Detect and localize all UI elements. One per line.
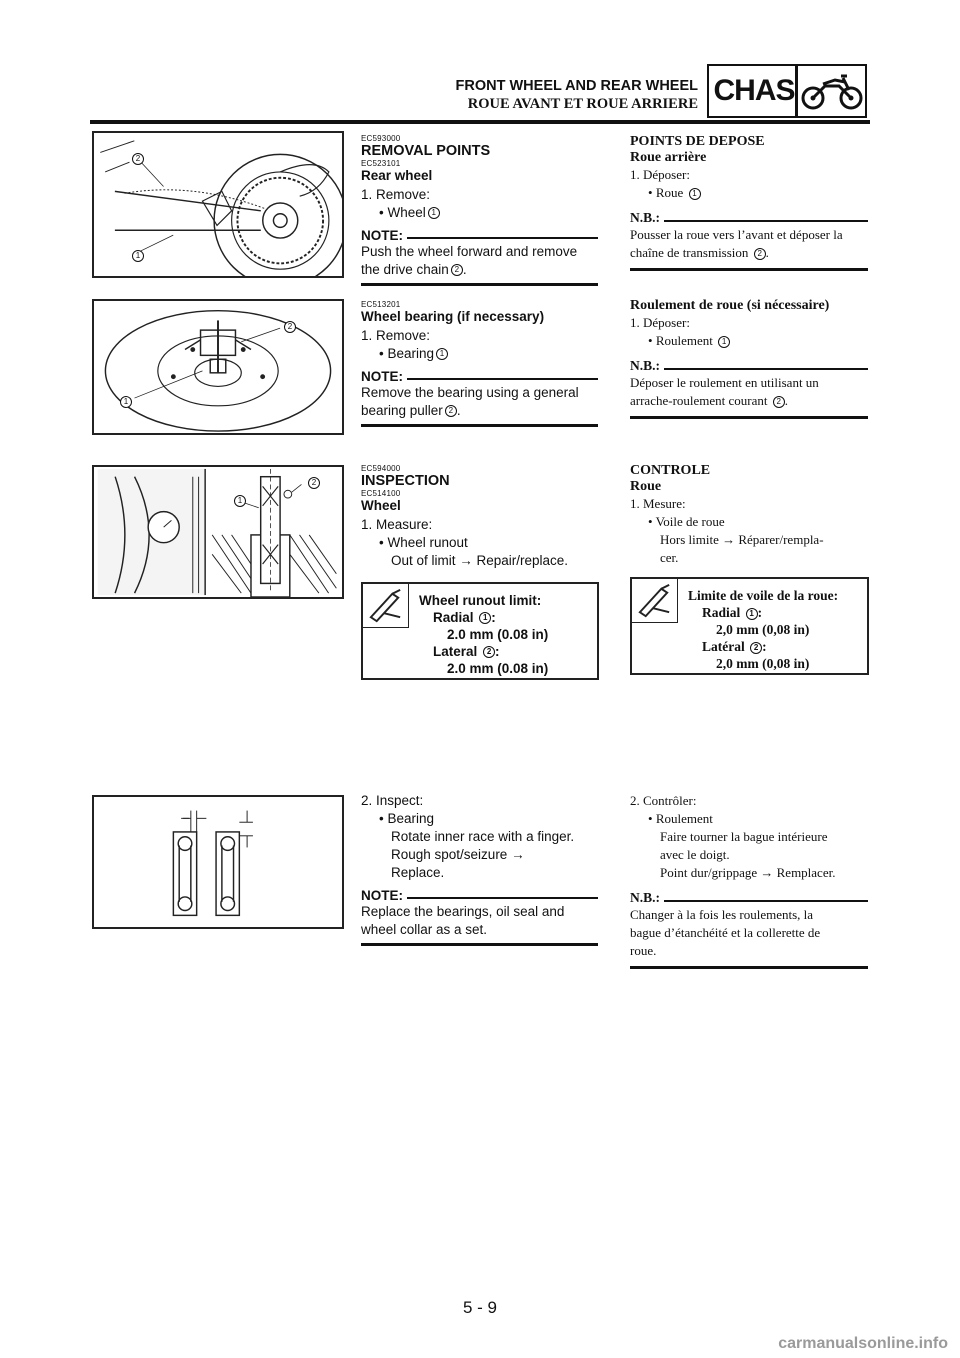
section-bearing-inspect-en: 2. Inspect: • Bearing Rotate inner race with a finger. Rough spot/seizure → Replace. NOTE: Replace the bearings, oil seal and wheel collar as a set.	[361, 792, 598, 946]
callout-1: 1	[234, 495, 246, 507]
subheading: Roue	[630, 479, 662, 494]
figure-bearing-removal	[92, 299, 344, 435]
step-detail: Hors limite → Réparer/rempla-	[660, 532, 824, 547]
step-detail: cer.	[660, 550, 679, 565]
section-badge	[707, 64, 867, 118]
section-bearing-removal-fr: Roulement de roue (si nécessaire) 1. Déposer: • Roulement 1 N.B.: Déposer le roulement en utilisant un arrache-roulement courant 2 .	[630, 298, 868, 419]
spec-value: 2.0 mm (0.08 in)	[447, 627, 549, 642]
note: N.B.:	[630, 358, 868, 374]
note-text: Pousser la roue vers l’avant et déposer la	[630, 227, 843, 242]
spec-value: 2,0 mm (0,08 in)	[716, 656, 810, 671]
step-detail: Replace.	[391, 865, 445, 880]
step: 1. Remove:	[361, 187, 431, 202]
note: N.B.:	[630, 890, 868, 906]
note: NOTE:	[361, 228, 598, 243]
spec-title: Wheel runout limit:	[419, 593, 542, 608]
step-detail: Faire tourner la bague intérieure	[660, 829, 828, 844]
bearing-cross-section-illustration	[94, 797, 342, 927]
step-item: Roue	[655, 185, 684, 200]
spec-label: Latéral	[702, 639, 745, 654]
callout-1: 1	[132, 250, 144, 262]
step: 1. Remove:	[361, 328, 431, 343]
runout-measurement-illustration	[94, 467, 342, 597]
figure-rear-wheel	[92, 131, 344, 278]
step-item: Wheel	[387, 205, 426, 220]
callout-1: 1	[120, 396, 132, 408]
step: 1. Déposer:	[630, 167, 690, 182]
note-text: bearing puller	[361, 403, 443, 418]
step-item: Wheel runout	[387, 535, 468, 550]
spec-label: Radial	[702, 605, 741, 620]
spec-label: Radial	[433, 610, 474, 625]
note-text: chaîne de transmission	[630, 245, 749, 260]
bearing-puller-illustration	[94, 301, 342, 433]
section-code: CHAS	[713, 74, 795, 107]
subheading: Roulement de roue (si nécessaire)	[630, 298, 830, 313]
section-end-rule	[361, 943, 598, 946]
note-text: wheel collar as a set.	[361, 922, 488, 937]
callout-1: 1	[436, 348, 448, 360]
section-heading: POINTS DE DEPOSE	[630, 134, 765, 149]
note: NOTE:	[361, 888, 598, 903]
step-detail: Point dur/grippage → Remplacer.	[660, 865, 836, 880]
spec-value: 2,0 mm (0,08 in)	[716, 622, 810, 637]
step-detail: Out of limit → Repair/replace.	[391, 553, 569, 568]
section-inspection-fr: CONTROLE Roue 1. Mesure: • Voile de roue Hors limite → Réparer/rempla- cer.	[630, 463, 868, 567]
step-detail: Rough spot/seizure →	[391, 847, 525, 862]
code-ref: EC514100	[361, 489, 401, 498]
header-title-en: FRONT WHEEL AND REAR WHEEL	[455, 78, 698, 94]
note-text: arrache-roulement courant	[630, 393, 768, 408]
step: 1. Measure:	[361, 517, 433, 532]
step: 1. Déposer:	[630, 315, 690, 330]
section-end-rule	[630, 966, 868, 969]
step-detail: Rotate inner race with a finger.	[391, 829, 575, 844]
step-item: Roulement	[655, 333, 713, 348]
callout-2: 2	[451, 264, 463, 276]
watermark[interactable]: carmanualsonline.info	[778, 1335, 948, 1352]
subheading: Wheel	[361, 498, 401, 513]
section-heading: REMOVAL POINTS	[361, 143, 491, 159]
section-heading: CONTROLE	[630, 463, 711, 478]
step-detail: avec le doigt.	[660, 847, 730, 862]
spec-value: 2.0 mm (0.08 in)	[447, 661, 549, 676]
code-ref: EC513201	[361, 300, 401, 309]
note: N.B.:	[630, 210, 868, 226]
section-end-rule	[630, 268, 868, 271]
note-text: bague d’étanchéité et la collerette de	[630, 925, 821, 940]
spec-title: Limite de voile de la roue:	[688, 588, 839, 603]
callout-1: 1	[428, 207, 440, 219]
note-text: Changer à la fois les roulements, la	[630, 907, 814, 922]
section-end-rule	[361, 283, 598, 286]
note-text: Push the wheel forward and remove	[361, 244, 578, 259]
step: 2. Inspect:	[361, 793, 424, 808]
figure-bearing-inspect	[92, 795, 344, 929]
section-removal-en: EC593000 REMOVAL POINTS EC523101 Rear wheel 1. Remove: • Wheel 1 NOTE: Push the wheel forward and remove the drive chain 2 .	[361, 134, 598, 286]
step-item: Bearing	[387, 811, 435, 826]
section-inspection-en: EC594000 INSPECTION EC514100 Wheel 1. Measure: • Wheel runout Out of limit → Repair/replace.	[361, 464, 598, 570]
callout-2: 2	[132, 153, 144, 165]
spec-label: Lateral	[433, 644, 478, 659]
callout-2: 2	[308, 477, 320, 489]
section-heading: INSPECTION	[361, 473, 450, 489]
spec-box-en: Wheel runout limit: Radial 1 : 2.0 mm (0.08 in) Lateral 2 : 2.0 mm (0.08 in)	[361, 582, 599, 680]
section-end-rule	[630, 416, 868, 419]
header-title-fr: ROUE AVANT ET ROUE ARRIERE	[467, 96, 698, 112]
motorcycle-icon	[801, 70, 863, 112]
note-text: roue.	[630, 943, 657, 958]
callout-2: 2	[445, 405, 457, 417]
section-bearing-inspect-fr: 2. Contrôler: • Roulement Faire tourner la bague intérieure avec le doigt. Point dur/grippage → Remplacer. N.B.: Changer à la fois les roulements, la bague d’étanchéité et la collerette de roue.	[630, 792, 868, 969]
subheading: Roue arrière	[630, 150, 707, 165]
header-rule	[90, 120, 870, 124]
section-bearing-removal-en: EC513201 Wheel bearing (if necessary) 1. Remove: • Bearing 1 NOTE: Remove the bearing using a general bearing puller 2 .	[361, 300, 598, 427]
note-text: the drive chain	[361, 262, 449, 277]
step: 2. Contrôler:	[630, 793, 697, 808]
section-badge-divider	[795, 66, 798, 116]
figure-wheel-runout	[92, 465, 344, 599]
step-item: Roulement	[655, 811, 713, 826]
step-item: Bearing	[387, 346, 435, 361]
step: 1. Mesure:	[630, 496, 686, 511]
note-text: Remove the bearing using a general	[361, 385, 579, 400]
subheading: Wheel bearing (if necessary)	[361, 309, 545, 324]
caliper-icon	[363, 584, 409, 628]
code-ref: EC593000	[361, 134, 401, 143]
step-item: Voile de roue	[655, 514, 725, 529]
section-removal-fr: POINTS DE DEPOSE Roue arrière 1. Déposer: • Roue 1 N.B.: Pousser la roue vers l’avant et déposer la chaîne de transmission 2 .	[630, 134, 868, 271]
callout-2: 2	[284, 321, 296, 333]
code-ref: EC523101	[361, 159, 401, 168]
note-text: Déposer le roulement en utilisant un	[630, 375, 819, 390]
note-text: Replace the bearings, oil seal and	[361, 904, 565, 919]
caliper-icon	[632, 579, 678, 623]
subheading: Rear wheel	[361, 168, 433, 183]
section-end-rule	[361, 424, 598, 427]
code-ref: EC594000	[361, 464, 401, 473]
page-number: 5 - 9	[462, 1298, 498, 1317]
spec-box-fr: Limite de voile de la roue: Radial 1 : 2,0 mm (0,08 in) Latéral 2 : 2,0 mm (0,08 in)	[630, 577, 869, 675]
note: NOTE:	[361, 369, 598, 384]
